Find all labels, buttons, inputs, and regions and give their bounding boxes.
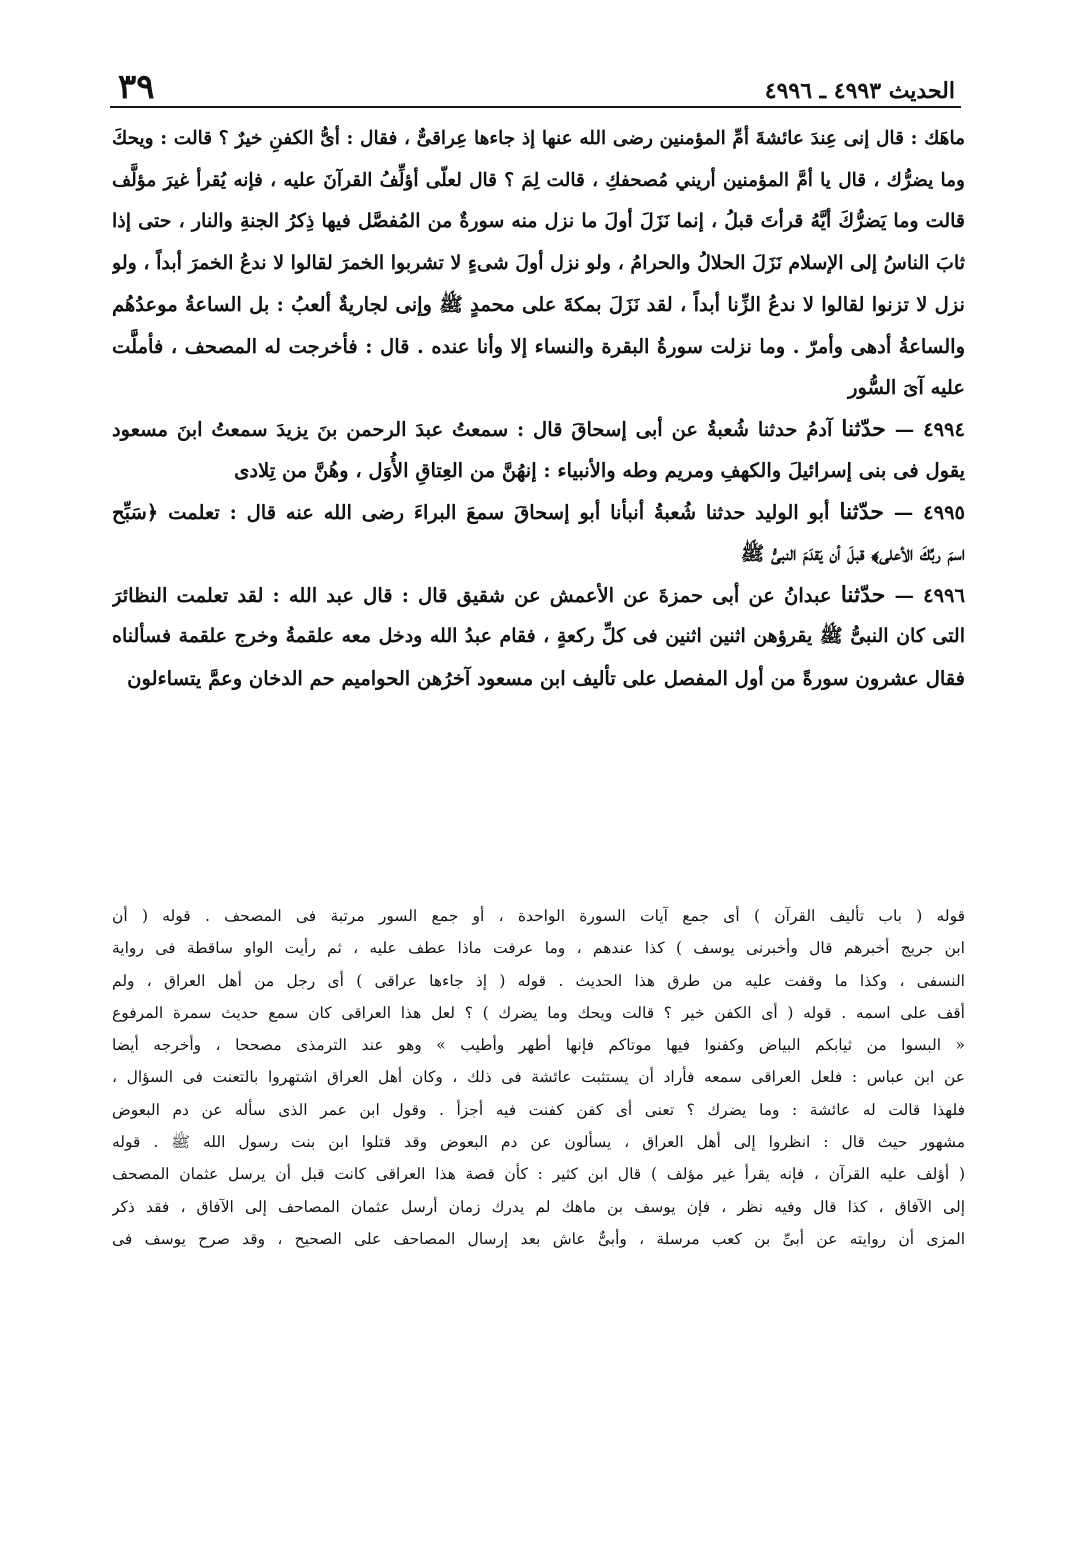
page-header bbox=[118, 58, 955, 107]
text-line: يقول فى بنى إسرائيلَ والكهفِ ومريم وطه والأنبياء : إنهُنَّ من العِتاقِ الأُوَل ، وهُنَّ من تِلادى bbox=[234, 459, 965, 482]
text-line: ثابَ الناسُ إلى الإسلام نَزَلَ الحلالُ والحرامُ ، ولو نزل أولَ شىءٍ لا تشربوا الخمرَ لقالوا لا ندعُ الخمرَ أبداً ، ولو bbox=[112, 251, 965, 274]
commentary-line: مشهور حيث قال : انظروا إلى أهل العراق ، يسألون عن دم البعوض وقد قتلوا ابن بنت رسول الله ﷺ . قوله bbox=[112, 1133, 965, 1152]
running-title: الحديث ٤٩٩٣ ـ ٤٩٩٦ bbox=[764, 78, 955, 104]
isnad-text: عبدانُ عن أبى حمزةَ عن الأعمش عن شقيق قال : قال عبد الله : لقد تعلمت النظائرَ bbox=[112, 583, 832, 607]
commentary-line: إلى الآفاق ، كذا قال وفيه نظر ، فإن يوسف بن ماهك لم يدرك زمان أرسل عثمان المصاحف إلى الآفاق ، فقد ذكر bbox=[112, 1197, 965, 1216]
text-line: والساعةُ أدهى وأمرّ . وما نزلت سورةُ البقرة والنساء إلا وأنا عنده . قال : فأخرجت له المصحف ، فأملَّت bbox=[112, 334, 965, 358]
header-rule bbox=[110, 106, 961, 108]
text-line: التى كان النبىُّ ﷺ يقرؤهن اثنين اثنين فى كلِّ ركعةٍ ، فقام عبدُ الله ودخل معه علقمةُ وخرج علقمة فسألناه bbox=[112, 625, 965, 647]
text-line: فقال عشرون سورةً من أول المفصل على تأليف ابن مسعود آخرُهن الحواميم حم الدخان وعمَّ يتساءلون bbox=[127, 666, 965, 690]
commentary-line: المزى أن روايته عن أبىِّ بن كعب مرسلة ، وأبىٌّ عاش بعد إرسال المصاحف على الصحيح ، وقد صرح يوسف فى bbox=[112, 1229, 965, 1248]
commentary-line: ابن جريج أخبرهم قال وأخبرنى يوسف ) كذا عندهم ، وما عرفت ماذا عطف عليه ، ثم رأيت الواو ساقطة فى رواية bbox=[112, 939, 965, 958]
page-number: ٣٩ bbox=[118, 67, 155, 107]
hadith-4996-line: ٤٩٩٦ — حدّثنا عبدانُ عن أبى حمزةَ عن الأعمش عن شقيق قال : قال عبد الله : لقد تعلمت النظائرَ bbox=[112, 581, 965, 608]
commentary-section bbox=[112, 900, 965, 1255]
commentary-line: عن ابن عباس : فلعل العراقى سمعه فأراد أن يستثبت عائشة فى ذلك ، وكان أهل العراق اشتهروا بالتعنت فى السؤال ، bbox=[112, 1068, 965, 1087]
text-line: ماهَك : قال إنى عِندَ عائشةَ أمِّ المؤمنين رضى الله عنها إذ جاءها عِراقىٌّ ، فقال : أىُّ الكفنِ خيرٌ ؟ قالت : ويحكَ bbox=[112, 128, 965, 149]
commentary-line: ( أؤلف عليه القرآن ، فإنه يقرأ غير مؤلف ) قال ابن كثير : كأن قصة هذا العراقى كانت قبل أن يرسل عثمان المصحف bbox=[112, 1165, 965, 1184]
isnad-text: أبو الوليد حدثنا شُعبةُ أنبأنا أبو إسحاقَ سمعَ البراءَ رضى الله عنه قال : تعلمت ﴿سَبِّح bbox=[112, 500, 830, 524]
text-line: عليه آىَ السُّور bbox=[848, 376, 965, 399]
commentary-line: قوله ( باب تأليف القرآن ) أى جمع آيات السورة الواحدة ، أو جمع السور مرتبة فى المصحف . قوله ( أن bbox=[112, 907, 965, 925]
hadith-4994-line: ٤٩٩٤ — حدّثنا آدمُ حدثنا شُعبةُ عن أبى إسحاقَ قال : سمعتُ عبدَ الرحمن بنَ يزيدَ سمعتُ ابنَ مسعود bbox=[112, 415, 965, 442]
text-line: نزل لا تزنوا لقالوا لا ندعُ الزِّنا أبداً ، لقد نَزَلَ بمكةَ على محمدٍ ﷺ وإنى لجاريةٌ ألعبُ : بل الساعةُ موعدُهُم bbox=[112, 293, 965, 316]
commentary-line: فلهذا قالت له عائشة : وما يضرك ؟ تعنى أى كفن كفنت فيه أجزأ . وقول ابن عمر الذى سأله عن دم البعوض bbox=[112, 1100, 965, 1119]
commentary-line: « البسوا من ثيابكم البياض وكفنوا فيها موتاكم فإنها أطهر وأطيب » وهو عند الترمذى مصححا ، وأخرجه أيضا bbox=[112, 1036, 965, 1055]
haddathana-marker: حدّثنا bbox=[840, 581, 886, 608]
commentary-line: أقف على اسمه . قوله ( أى الكفن خير ؟ قالت ويحك وما يضرك ) ؟ لعل هذا العراقى كان سمع حديث سمرة المرفوع bbox=[112, 1003, 965, 1022]
commentary-line: النسفى ، وكذا ما وقفت عليه من طرق هذا الحديث . قوله ( إذ جاءها عراقى ) أى رجل من أهل العراق ، ولم bbox=[112, 971, 965, 990]
hadith-number: ٤٩٩٦ bbox=[923, 583, 965, 607]
hadith-text bbox=[112, 118, 965, 699]
text-line: وما يضرُّك ، قال يا أمَّ المؤمنين أريني مُصحفكِ ، قالت لِمَ ؟ قال لعلّى أؤلِّفُ القرآنَ عليه ، فإنه يُقرأ غيرَ مؤلَّف bbox=[112, 169, 965, 191]
text-line: اسمَ ربِّكَ الأعلى﴾ قبلَ أن يَقدَمَ النبىُّ ﷺ bbox=[740, 542, 965, 565]
hadith-4995-line: ٤٩٩٥ — حدّثنا أبو الوليد حدثنا شُعبةُ أنبأنا أبو إسحاقَ سمعَ البراءَ رضى الله عنه قال : تعلمت ﴿سَبِّح bbox=[112, 498, 965, 525]
hadith-number: ٤٩٩٤ bbox=[923, 417, 965, 441]
haddathana-marker: حدّثنا bbox=[839, 498, 884, 525]
hadith-number: ٤٩٩٥ bbox=[923, 500, 965, 524]
isnad-text: آدمُ حدثنا شُعبةُ عن أبى إسحاقَ قال : سمعتُ عبدَ الرحمن بنَ يزيدَ سمعتُ ابنَ مسعود bbox=[112, 417, 833, 441]
text-line: قالت وما يَضرُّكَ أيَّهُ قرأتَ قبلُ ، إنما نَزَلَ أولَ ما نزل منه سورةٌ من المُفصَّل فيها ذِكرُ الجنةِ والنار ، حتى إذا bbox=[112, 210, 965, 232]
haddathana-marker: حدّثنا bbox=[841, 415, 886, 442]
